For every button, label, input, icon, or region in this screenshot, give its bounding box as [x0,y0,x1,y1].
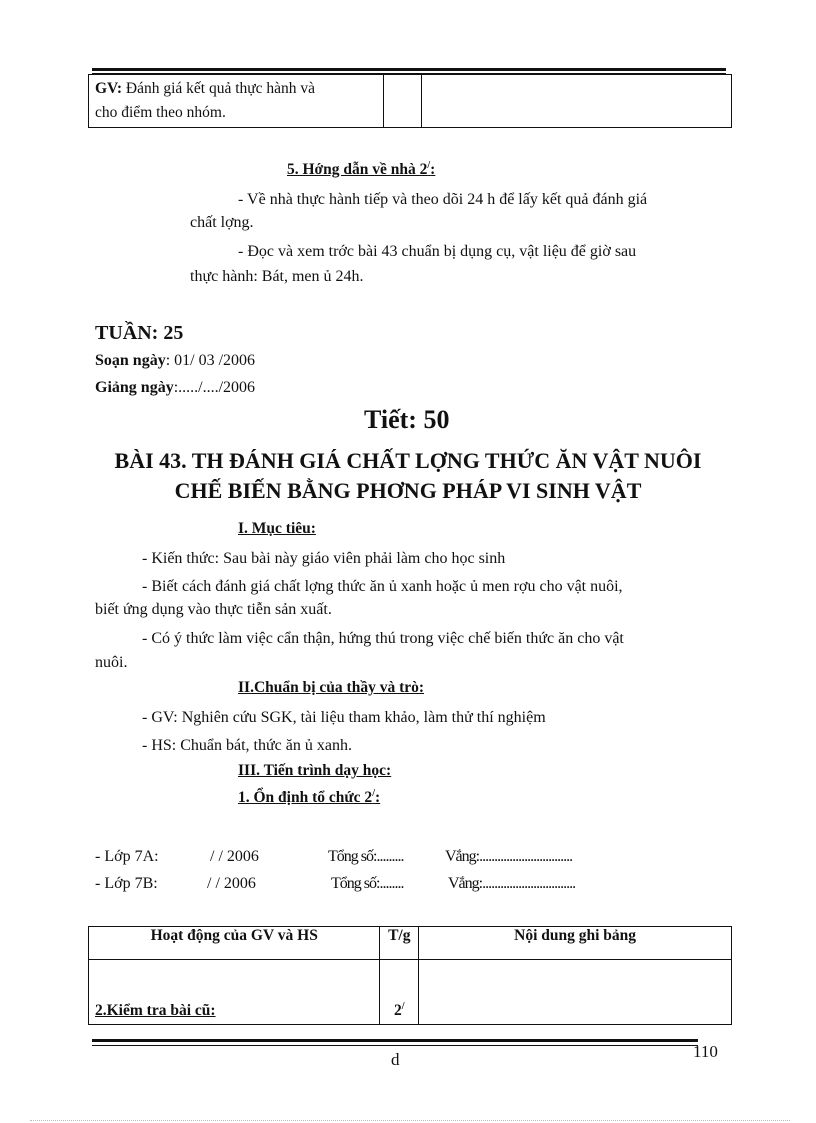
activity-text-line1: Đánh giá kết quả thực hành và [125,80,316,97]
class-7a-absent: Vắng:............................... [445,848,573,865]
homework-item1-line2: chất lợng. [190,214,254,231]
class-7b-label: - Lớp 7B: [95,875,158,892]
gv-label: GV: [95,80,122,97]
review-cell [89,960,380,1025]
top-rule [92,68,726,71]
class-7a-label: - Lớp 7A: [95,848,159,865]
activity-text-line2: cho điểm theo nhóm. [95,104,226,121]
week-label: TUẦN: 25 [95,322,184,344]
homework-item2-line2: thực hành: Bát, men ủ 24h. [190,268,364,285]
homework-item2-line1: - Đọc và xem trớc bài 43 chuẩn bị dụng cụ, vật liệu để giờ sau [238,243,637,260]
organization-heading: 1. Ổn định tổ chức 2/: [238,788,381,807]
objectives-line1: - Kiến thức: Sau bài này giáo viên phải làm cho học sinh [142,550,506,567]
objectives-heading: I. Mục tiêu: [238,520,316,537]
page-number: 110 [693,1042,718,1061]
lesson-title-line1: BÀI 43. TH ĐÁNH GIÁ CHẤT LỢNG THỨC ĂN VẬT NUÔI [114,448,702,473]
preparation-heading: II.Chuẩn bị của thầy và trò: [238,679,425,696]
footer-rule-thin [92,1045,698,1046]
previous-activity-table [88,74,732,128]
table-header-row [89,927,732,960]
homework-item1-line1: - Về nhà thực hành tiếp và theo dõi 24 h để lấy kết quả đánh giá [238,191,648,208]
review-time-cell [380,960,419,1025]
review-heading: 2.Kiểm tra bài cũ: [95,1002,216,1019]
table-row [89,960,732,1025]
header-content: Nội dung ghi bảng [419,927,732,960]
review-time: 2 [394,1002,402,1019]
preparation-line1: - GV: Nghiên cứu SGK, tài liệu tham khảo, làm thử thí nghiệm [142,709,546,726]
table-row [89,75,732,128]
objectives-line3: biết ứng dụng vào thực tiễn sản xuất. [95,601,332,618]
class-7a-total: Tổng số:......... [328,848,404,865]
taught-date: Giảng ngày:...../..../2006 [95,379,256,396]
objectives-line5: nuôi. [95,654,128,671]
class-7b-absent: Vắng:............................... [448,875,576,892]
lesson-title-line2: CHẾ BIẾN BẰNG PHƠNG PHÁP VI SINH VẬT [174,478,642,503]
period-title: Tiết: 50 [364,405,450,434]
homework-heading: 5. Hớng dẫn về nhà 2/: [287,160,436,179]
process-heading: III. Tiến trình dạy học: [238,762,392,779]
class-7b-total: Tổng số:........ [331,875,404,892]
prepared-date: Soạn ngày: 01/ 03 /2006 [95,352,256,369]
class-7a-date: / / 2006 [210,848,259,865]
header-time: T/g [380,927,419,960]
footer-letter: d [391,1050,400,1069]
review-content-cell [419,960,732,1025]
preparation-line2: - HS: Chuẩn bát, thức ăn ủ xanh. [142,737,352,754]
review-time-minute-mark: / [401,1000,405,1012]
objectives-line2: - Biết cách đánh giá chất lợng thức ăn ủ xanh hoặc ủ men rợu cho vật nuôi, [142,578,623,595]
header-activity: Hoạt động của GV và HS [89,927,380,960]
time-cell [384,75,422,128]
page-bottom-dotted-line [30,1120,790,1121]
class-7b-date: / / 2006 [207,875,256,892]
lesson-activity-table [88,926,732,1025]
footer-rule [92,1039,698,1042]
objectives-line4: - Có ý thức làm việc cẩn thận, hứng thú trong việc chế biến thức ăn cho vật [142,630,624,647]
content-cell [422,75,732,128]
activity-cell [89,75,384,128]
